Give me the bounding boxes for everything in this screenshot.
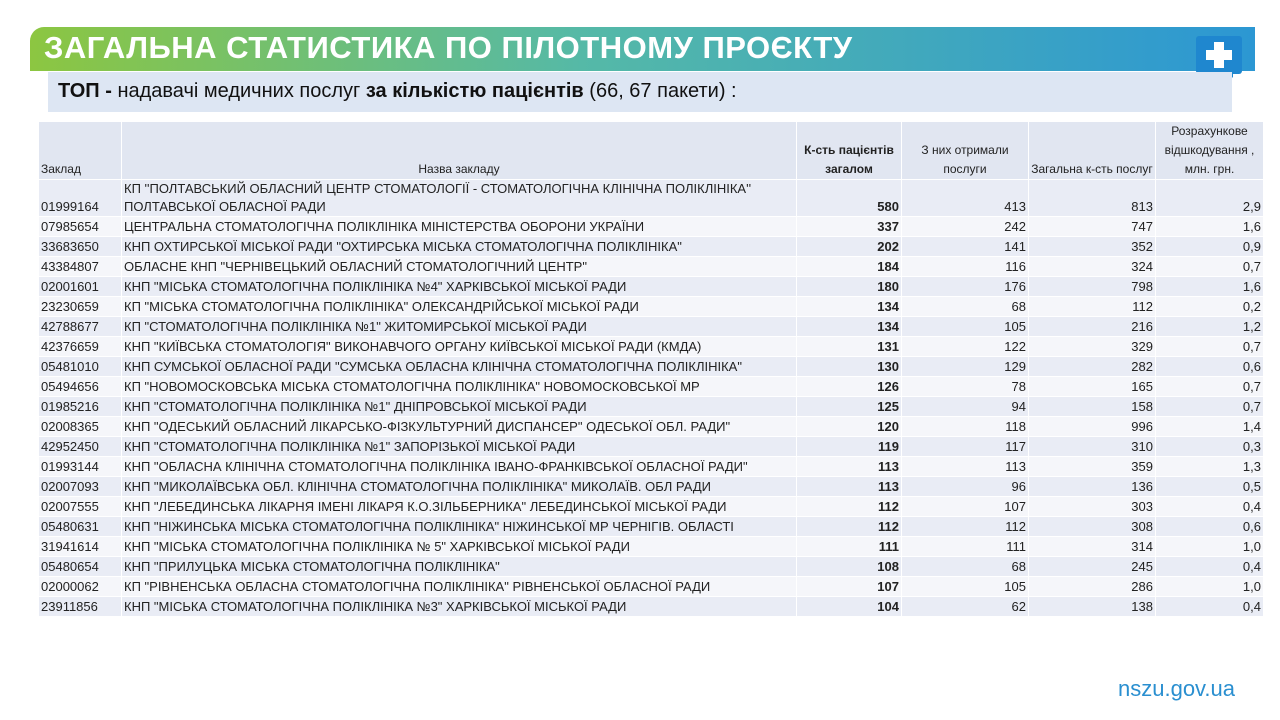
cell-reimbursement: 0,6 [1156,357,1264,377]
cell-code: 02007555 [39,497,122,517]
cell-code: 01999164 [39,180,122,217]
table-row [39,357,1264,377]
cell-patients: 125 [797,397,902,417]
providers-table [38,121,1264,617]
cell-reimbursement: 0,6 [1156,517,1264,537]
cell-patients: 113 [797,457,902,477]
cell-patients: 180 [797,277,902,297]
cell-name: КНП "МИКОЛАЇВСЬКА ОБЛ. КЛІНІЧНА СТОМАТОЛОГІЧНА ПОЛІКЛІНІКА" МИКОЛАЇВ. ОБЛ РАДИ [122,477,797,497]
cell-patients: 184 [797,257,902,277]
cell-services: 324 [1029,257,1156,277]
table-row [39,537,1264,557]
cell-served: 78 [902,377,1029,397]
cell-served: 68 [902,297,1029,317]
cell-name: КНП "СТОМАТОЛОГІЧНА ПОЛІКЛІНІКА №1" ЗАПОРІЗЬКОЇ МІСЬКОЇ РАДИ [122,437,797,457]
column-header-code: Заклад [39,122,122,180]
cell-served: 113 [902,457,1029,477]
cell-name: КНП "ПРИЛУЦЬКА МІСЬКА СТОМАТОЛОГІЧНА ПОЛІКЛІНІКА" [122,557,797,577]
cell-code: 23230659 [39,297,122,317]
cell-name: КНП "МІСЬКА СТОМАТОЛОГІЧНА ПОЛІКЛІНІКА №3" ХАРКІВСЬКОЇ МІСЬКОЇ РАДИ [122,597,797,617]
cell-name: КНП "НІЖИНСЬКА МІСЬКА СТОМАТОЛОГІЧНА ПОЛІКЛІНІКА" НІЖИНСЬКОЇ МР ЧЕРНІГІВ. ОБЛАСТІ [122,517,797,537]
cell-patients: 111 [797,537,902,557]
table-row [39,437,1264,457]
cell-services: 314 [1029,537,1156,557]
cell-code: 42788677 [39,317,122,337]
table-row [39,557,1264,577]
cell-reimbursement: 0,3 [1156,437,1264,457]
cell-patients: 130 [797,357,902,377]
cell-reimbursement: 0,7 [1156,377,1264,397]
subtitle-text: надавачі медичних послуг [117,80,366,102]
brand-logo [1196,36,1242,74]
cell-code: 07985654 [39,217,122,237]
cell-services: 136 [1029,477,1156,497]
cell-patients: 580 [797,180,902,217]
cell-reimbursement: 1,0 [1156,577,1264,597]
cell-reimbursement: 2,9 [1156,180,1264,217]
column-header-services: Загальна к-сть послуг [1029,122,1156,180]
cell-served: 413 [902,180,1029,217]
cell-served: 111 [902,537,1029,557]
cell-name: КП "МІСЬКА СТОМАТОЛОГІЧНА ПОЛІКЛІНІКА" ОЛЕКСАНДРІЙСЬКОЇ МІСЬКОЇ РАДИ [122,297,797,317]
cell-served: 96 [902,477,1029,497]
cell-served: 176 [902,277,1029,297]
subtitle [58,80,737,103]
cell-services: 352 [1029,237,1156,257]
cell-patients: 134 [797,317,902,337]
table-body [39,180,1264,617]
cell-code: 33683650 [39,237,122,257]
cell-reimbursement: 1,2 [1156,317,1264,337]
cell-code: 05480654 [39,557,122,577]
cell-reimbursement: 0,4 [1156,597,1264,617]
table-row [39,180,1264,217]
table-row [39,597,1264,617]
cell-code: 02008365 [39,417,122,437]
table-row [39,497,1264,517]
table-row [39,217,1264,237]
cell-served: 242 [902,217,1029,237]
cell-patients: 337 [797,217,902,237]
table-row [39,577,1264,597]
table-row [39,457,1264,477]
cell-name: КП ''ПОЛТАВСЬКИЙ ОБЛАСНИЙ ЦЕНТР СТОМАТОЛОГІЇ - СТОМАТОЛОГІЧНА КЛІНІЧНА ПОЛІКЛІНІКА'' ПОЛТАВСЬКОЇ ОБЛАСНОЇ РАДИ [122,180,797,217]
subtitle-packages: (66, 67 пакети) : [583,80,737,102]
cell-served: 68 [902,557,1029,577]
cell-reimbursement: 0,5 [1156,477,1264,497]
cell-reimbursement: 1,6 [1156,277,1264,297]
table-row [39,517,1264,537]
cell-services: 359 [1029,457,1156,477]
cell-code: 01985216 [39,397,122,417]
subtitle-criteria: за кількістю пацієнтів [365,80,584,102]
cell-name: КНП СУМСЬКОЇ ОБЛАСНОЇ РАДИ "СУМСЬКА ОБЛАСНА КЛІНІЧНА СТОМАТОЛОГІЧНА ПОЛІКЛІНІКА" [122,357,797,377]
cell-code: 05481010 [39,357,122,377]
cell-patients: 119 [797,437,902,457]
cell-reimbursement: 1,4 [1156,417,1264,437]
cell-code: 42952450 [39,437,122,457]
subtitle-top: ТОП - [58,80,118,102]
cell-code: 01993144 [39,457,122,477]
title-banner [30,27,1255,71]
table-row [39,317,1264,337]
cell-services: 245 [1029,557,1156,577]
table-row [39,397,1264,417]
cell-reimbursement: 1,6 [1156,217,1264,237]
cell-services: 329 [1029,337,1156,357]
cell-patients: 113 [797,477,902,497]
table-row [39,477,1264,497]
cell-services: 286 [1029,577,1156,597]
cell-served: 62 [902,597,1029,617]
cell-served: 105 [902,317,1029,337]
cell-name: КНП "ЛЕБЕДИНСЬКА ЛІКАРНЯ ІМЕНІ ЛІКАРЯ К.О.ЗІЛЬБЕРНИКА" ЛЕБЕДИНСЬКОЇ МІСЬКОЇ РАДИ [122,497,797,517]
cell-patients: 202 [797,237,902,257]
cell-served: 141 [902,237,1029,257]
table-row [39,337,1264,357]
cell-services: 216 [1029,317,1156,337]
cell-services: 112 [1029,297,1156,317]
cell-services: 138 [1029,597,1156,617]
cell-patients: 120 [797,417,902,437]
cell-name: КНП "ОБЛАСНА КЛІНІЧНА СТОМАТОЛОГІЧНА ПОЛІКЛІНІКА ІВАНО-ФРАНКІВСЬКОЇ ОБЛАСНОЇ РАДИ" [122,457,797,477]
cell-reimbursement: 1,3 [1156,457,1264,477]
cell-reimbursement: 0,4 [1156,557,1264,577]
cell-services: 798 [1029,277,1156,297]
cell-services: 747 [1029,217,1156,237]
table-row [39,237,1264,257]
cell-patients: 108 [797,557,902,577]
cell-served: 122 [902,337,1029,357]
cell-patients: 112 [797,517,902,537]
cell-name: КНП "КИЇВСЬКА СТОМАТОЛОГІЯ" ВИКОНАВЧОГО ОРГАНУ КИЇВСЬКОЇ МІСЬКОЇ РАДИ (КМДА) [122,337,797,357]
cell-served: 107 [902,497,1029,517]
cell-name: КНП "ОДЕСЬКИЙ ОБЛАСНИЙ ЛІКАРСЬКО-ФІЗКУЛЬТУРНИЙ ДИСПАНСЕР" ОДЕСЬКОЇ ОБЛ. РАДИ" [122,417,797,437]
cell-reimbursement: 1,0 [1156,537,1264,557]
cell-name: КП "РІВНЕНСЬКА ОБЛАСНА СТОМАТОЛОГІЧНА ПОЛІКЛІНІКА" РІВНЕНСЬКОЇ ОБЛАСНОЇ РАДИ [122,577,797,597]
column-header-reimbursement: Розрахункове відшкодування , млн. грн. [1156,122,1264,180]
cell-code: 02000062 [39,577,122,597]
cell-code: 23911856 [39,597,122,617]
cell-patients: 107 [797,577,902,597]
cell-served: 105 [902,577,1029,597]
cell-served: 117 [902,437,1029,457]
subtitle-box [48,72,1232,112]
cell-code: 02001601 [39,277,122,297]
cell-reimbursement: 0,7 [1156,337,1264,357]
cell-served: 129 [902,357,1029,377]
cell-code: 05480631 [39,517,122,537]
column-header-name: Назва закладу [122,122,797,180]
cell-served: 112 [902,517,1029,537]
cell-patients: 134 [797,297,902,317]
table-row [39,297,1264,317]
cell-reimbursement: 0,7 [1156,257,1264,277]
cell-code: 31941614 [39,537,122,557]
cell-services: 996 [1029,417,1156,437]
cell-name: КНП "МІСЬКА СТОМАТОЛОГІЧНА ПОЛІКЛІНІКА №4" ХАРКІВСЬКОЇ МІСЬКОЇ РАДИ [122,277,797,297]
cell-code: 43384807 [39,257,122,277]
cell-code: 42376659 [39,337,122,357]
cell-patients: 104 [797,597,902,617]
cell-name: КП "СТОМАТОЛОГІЧНА ПОЛІКЛІНІКА №1" ЖИТОМИРСЬКОЇ МІСЬКОЇ РАДИ [122,317,797,337]
column-header-served: З них отримали послуги [902,122,1029,180]
cell-patients: 131 [797,337,902,357]
cell-services: 310 [1029,437,1156,457]
cell-name: КП "НОВОМОСКОВСЬКА МІСЬКА СТОМАТОЛОГІЧНА ПОЛІКЛІНІКА" НОВОМОСКОВСЬКОЇ МР [122,377,797,397]
table-row [39,377,1264,397]
cell-name: ЦЕНТРАЛЬНА СТОМАТОЛОГІЧНА ПОЛІКЛІНІКА МІНІСТЕРСТВА ОБОРОНИ УКРАЇНИ [122,217,797,237]
cell-reimbursement: 0,7 [1156,397,1264,417]
cell-reimbursement: 0,9 [1156,237,1264,257]
column-header-patients: К-сть пацієнтів загалом [797,122,902,180]
cell-name: КНП ОХТИРСЬКОЇ МІСЬКОЇ РАДИ "ОХТИРСЬКА МІСЬКА СТОМАТОЛОГІЧНА ПОЛІКЛІНІКА" [122,237,797,257]
cell-served: 94 [902,397,1029,417]
table-row [39,417,1264,437]
cell-services: 813 [1029,180,1156,217]
footer-url[interactable]: nszu.gov.ua [1118,676,1236,701]
cell-name: КНП "СТОМАТОЛОГІЧНА ПОЛІКЛІНІКА №1" ДНІПРОВСЬКОЇ МІСЬКОЇ РАДИ [122,397,797,417]
cell-code: 05494656 [39,377,122,397]
cell-name: КНП "МІСЬКА СТОМАТОЛОГІЧНА ПОЛІКЛІНІКА № 5" ХАРКІВСЬКОЇ МІСЬКОЇ РАДИ [122,537,797,557]
table-row [39,277,1264,297]
table-header-row [39,122,1264,180]
cell-services: 308 [1029,517,1156,537]
cell-served: 116 [902,257,1029,277]
cell-reimbursement: 0,4 [1156,497,1264,517]
cell-services: 165 [1029,377,1156,397]
cell-services: 282 [1029,357,1156,377]
cell-services: 158 [1029,397,1156,417]
table-row [39,257,1264,277]
cell-code: 02007093 [39,477,122,497]
cell-name: ОБЛАСНЕ КНП "ЧЕРНІВЕЦЬКИЙ ОБЛАСНИЙ СТОМАТОЛОГІЧНИЙ ЦЕНТР" [122,257,797,277]
cell-patients: 126 [797,377,902,397]
page-title: ЗАГАЛЬНА СТАТИСТИКА ПО ПІЛОТНОМУ ПРОЄКТУ [44,30,853,65]
cell-patients: 112 [797,497,902,517]
cell-served: 118 [902,417,1029,437]
cell-services: 303 [1029,497,1156,517]
cell-reimbursement: 0,2 [1156,297,1264,317]
